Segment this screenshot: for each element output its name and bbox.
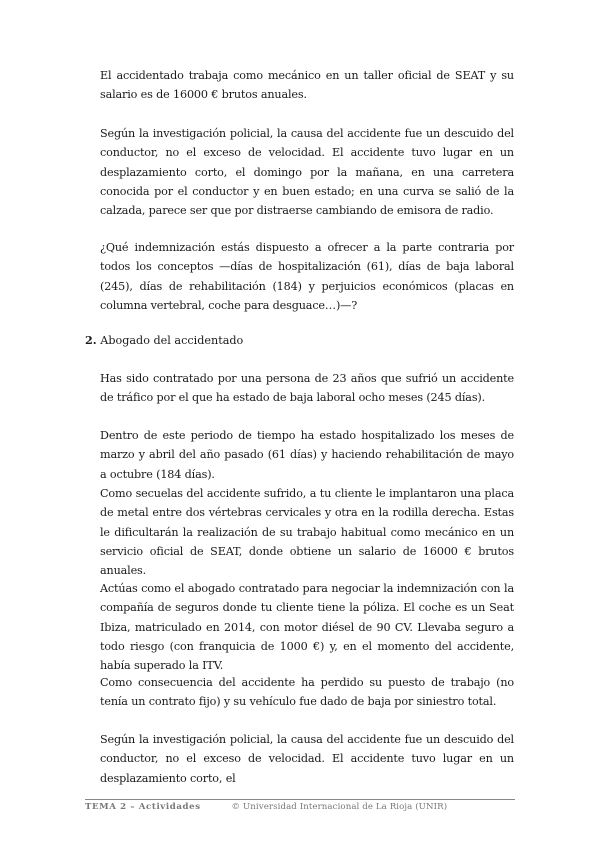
- paragraph-sequelae: Como secuelas del accidente sufrido, a tu cliente le implantaron una placa de metal entre dos vértebras cervicales y otra en la rodilla derecha. Estas le dificultarán la realización de su trabajo habitual como mecánico en un servicio oficial de SEAT, donde obtiene un salario de 16000 € brutos anuales.: [100, 487, 514, 578]
- section-title: Abogado del accidentado: [100, 334, 244, 347]
- section-heading: [85, 331, 243, 350]
- section-number: 2.: [85, 333, 97, 347]
- footer-title: TEMA 2 – Actividades: [85, 802, 201, 812]
- footer-copyright: © Universidad Internacional de La Rioja (UNIR): [231, 802, 448, 812]
- page-footer: [85, 802, 447, 812]
- paragraph-lawyer-role: Actúas como el abogado contratado para negociar la indemnización con la compañía de seguros donde tu cliente tiene la póliza. El coche es un Seat Ibiza, matriculado en 2014, con motor diésel de 90 CV. Llevaba seguro a todo riesgo (con franquicia de 1000 €) y, en el momento del accidente, había superado la ITV.: [100, 582, 514, 673]
- paragraph-hospitalized: Dentro de este periodo de tiempo ha estado hospitalizado los meses de marzo y abril del año pasado (61 días) y haciendo rehabilitación de mayo a octubre (184 días).: [100, 429, 514, 481]
- paragraph-consequence: Como consecuencia del accidente ha perdido su puesto de trabajo (no tenía un contrato fijo) y su vehículo fue dado de baja por siniestro total.: [100, 676, 514, 709]
- paragraph-hired: Has sido contratado por una persona de 23 años que sufrió un accidente de tráfico por el que ha estado de baja laboral ocho meses (245 días).: [100, 372, 514, 405]
- paragraph-question: ¿Qué indemnización estás dispuesto a ofrecer a la parte contraria por todos los conceptos —días de hospitalización (61), días de baja laboral (245), días de rehabilitación (184) y perjuicios económicos (placas en columna vertebral, coche para desguace…)—?: [100, 241, 514, 312]
- paragraph-police-investigation: Según la investigación policial, la causa del accidente fue un descuido del conductor, no el exceso de velocidad. El accidente tuvo lugar en un desplazamiento corto, el domingo por la mañana, en una carretera conocida por el conductor y en buen estado; en una curva se salió de la calzada, parece ser que por distraerse cambiando de emisora de radio.: [100, 127, 514, 218]
- paragraph-salary: El accidentado trabaja como mecánico en un taller oficial de SEAT y su salario es de 16000 € brutos anuales.: [100, 69, 514, 102]
- footer-divider: [85, 799, 515, 800]
- paragraph-police-investigation-2: Según la investigación policial, la causa del accidente fue un descuido del conductor, no el exceso de velocidad. El accidente tuvo lugar en un desplazamiento corto, el: [100, 733, 514, 785]
